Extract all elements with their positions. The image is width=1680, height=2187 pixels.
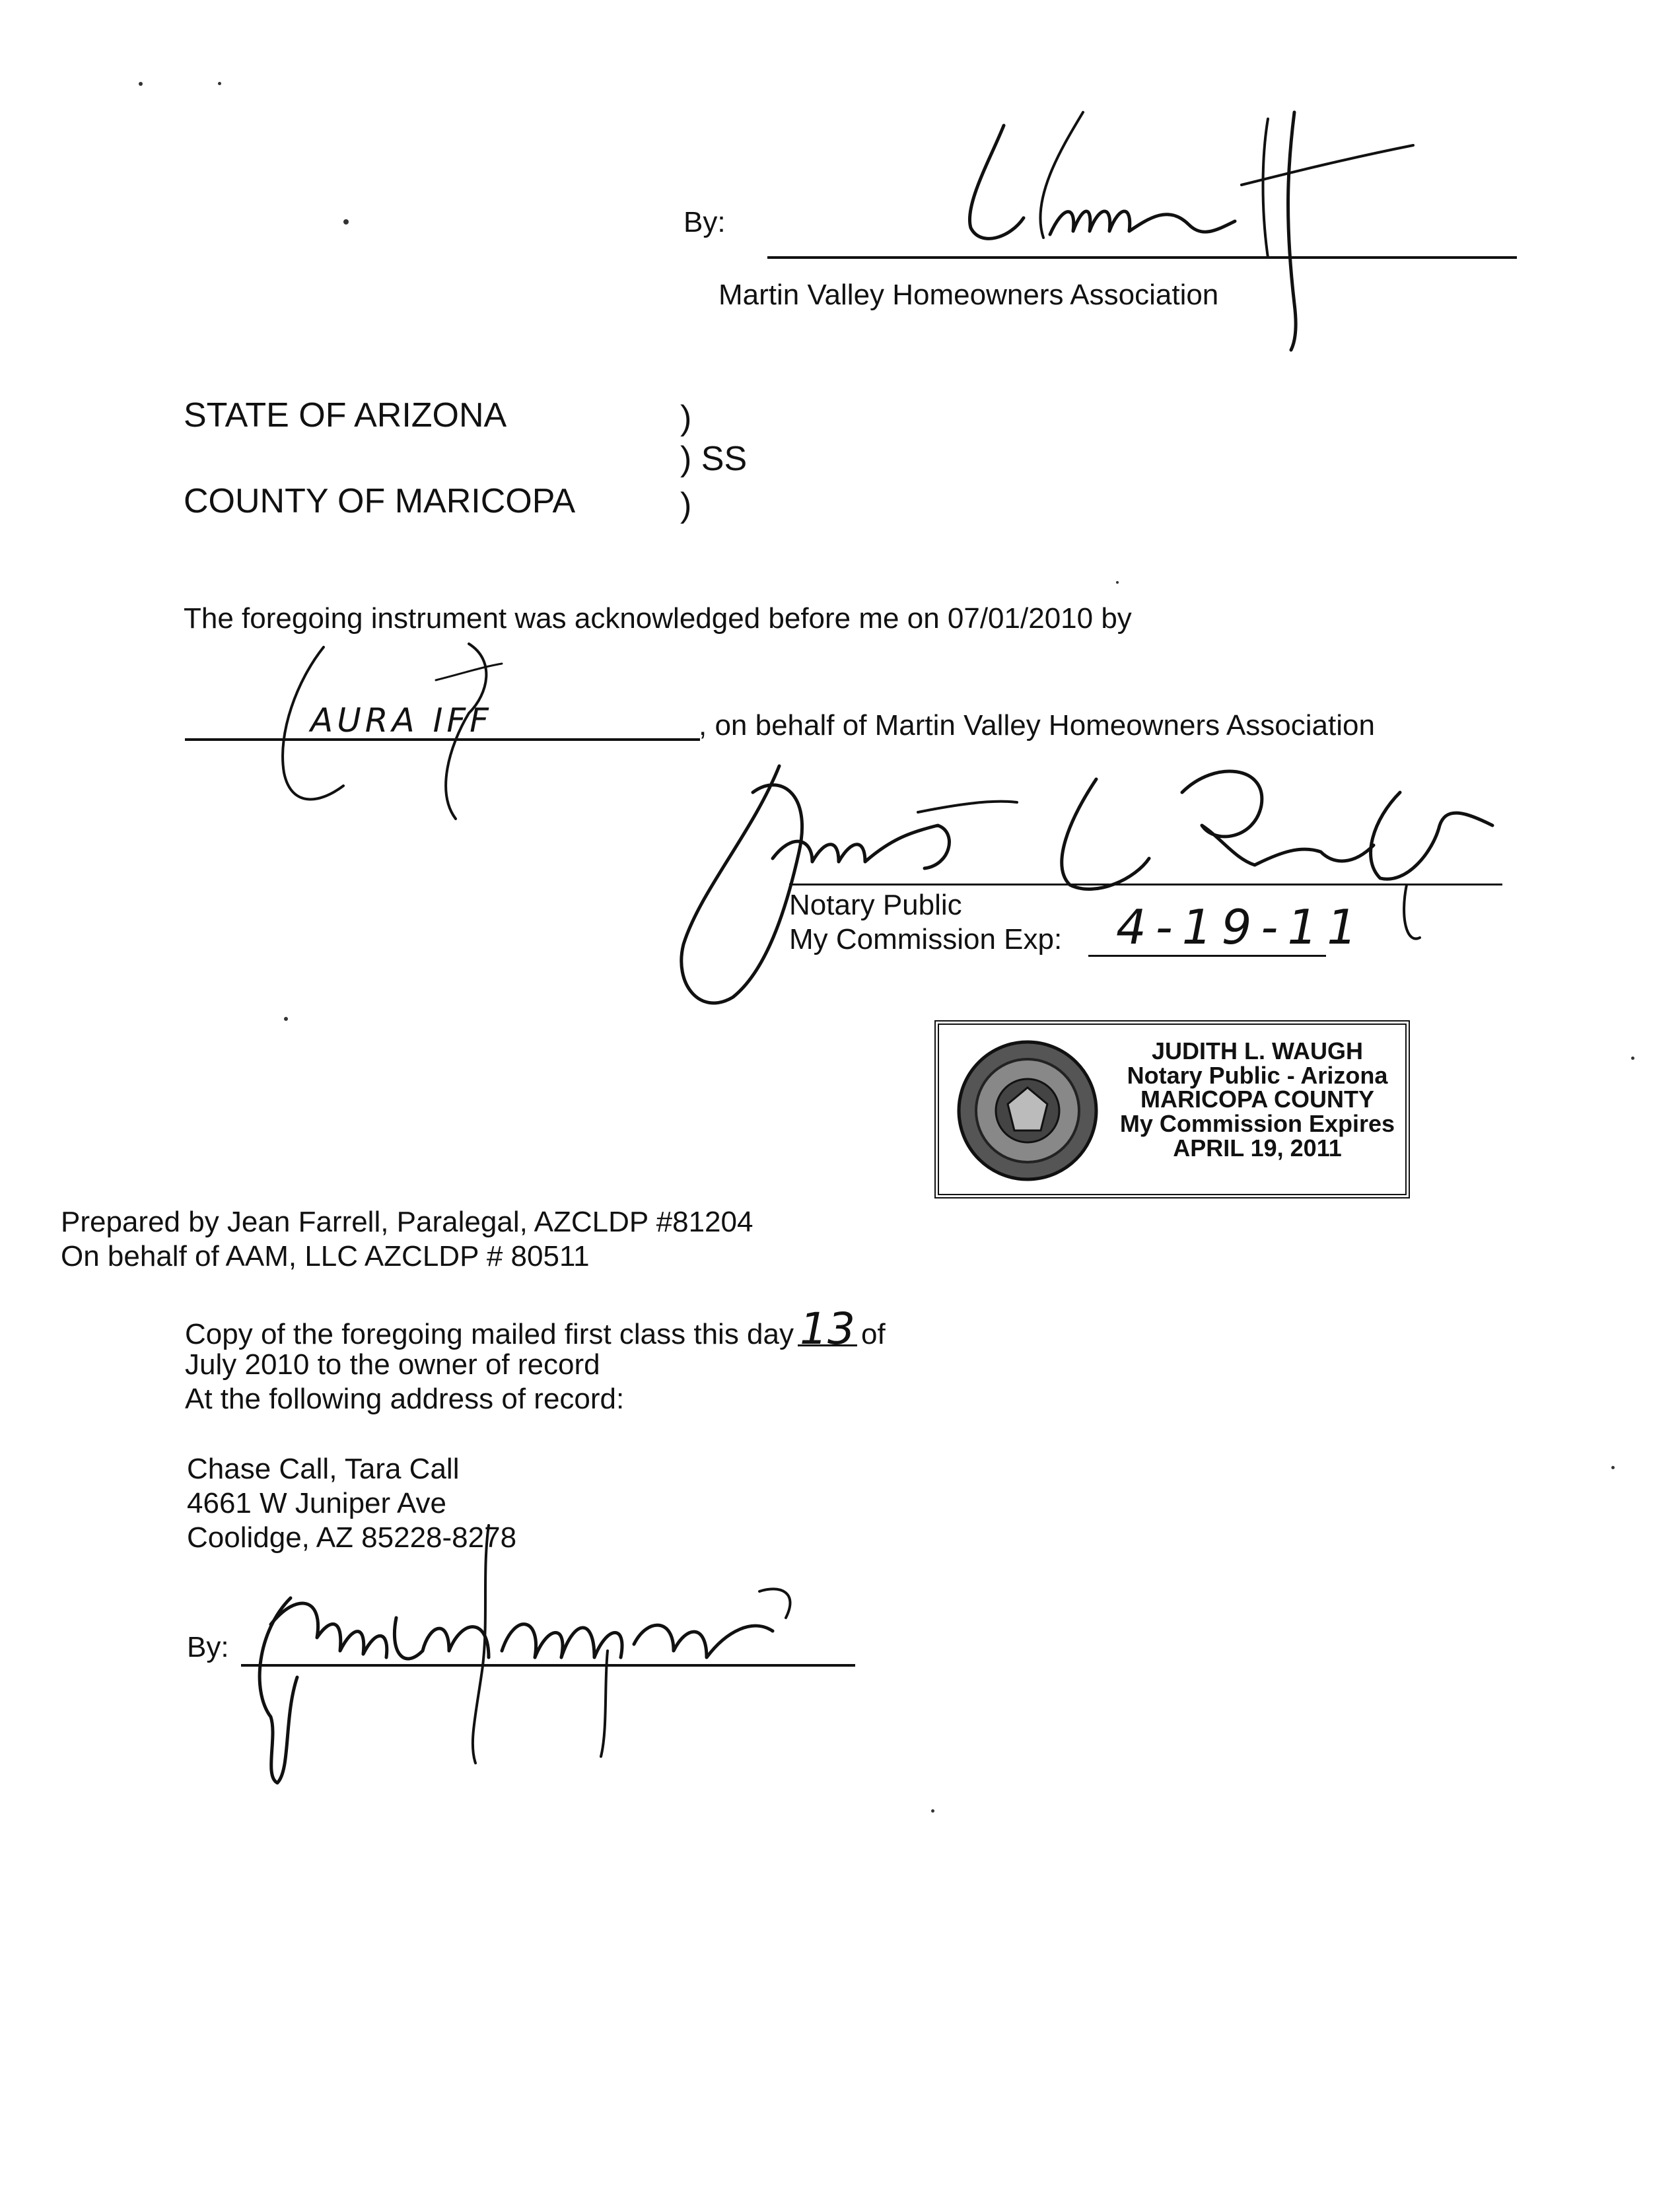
mailing-line-3: At the following address of record: <box>185 1383 625 1415</box>
scan-speck <box>1611 1466 1615 1469</box>
acknowledgment-statement: The foregoing instrument was acknowledged before me on 07/01/2010 by <box>184 602 1132 635</box>
scan-speck <box>343 219 349 225</box>
scan-speck <box>218 82 221 85</box>
address-street: 4661 W Juniper Ave <box>187 1487 446 1519</box>
venue-paren-top: ) <box>680 399 692 437</box>
mailing-line-2: July 2010 to the owner of record <box>185 1348 600 1381</box>
stamp-expires-label: My Commission Expires <box>1119 1110 1395 1138</box>
commission-exp-label: My Commission Exp: <box>789 923 1063 955</box>
venue-state: STATE OF ARIZONA <box>184 396 507 434</box>
notary-stamp <box>934 1020 1410 1198</box>
venue-paren-bottom: ) <box>680 486 692 524</box>
association-name-top: Martin Valley Homeowners Association <box>718 279 1219 311</box>
prepared-by-line-2: On behalf of AAM, LLC AZCLDP # 80511 <box>61 1240 590 1272</box>
scan-speck <box>139 82 143 86</box>
mailing-line-1 <box>185 1303 886 1354</box>
stamp-text <box>1112 1039 1403 1161</box>
notary-signature-line <box>789 884 1502 885</box>
notary-public-label: Notary Public <box>789 889 962 921</box>
stamp-notary-name: JUDITH L. WAUGH <box>1152 1037 1363 1064</box>
stamp-notary-title: Notary Public - Arizona <box>1127 1061 1388 1089</box>
handwritten-signature-association <box>951 106 1426 357</box>
venue-ss: ) SS <box>680 440 748 478</box>
on-behalf-text: , on behalf of Martin Valley Homeowners Association <box>699 709 1375 742</box>
scan-speck <box>931 1809 934 1813</box>
scan-speck <box>1116 581 1119 584</box>
address-city-state-zip: Coolidge, AZ 85228-8278 <box>187 1521 517 1554</box>
stamp-county: MARICOPA COUNTY <box>1140 1086 1374 1113</box>
mailing-day-handwritten: 13 <box>798 1314 857 1346</box>
signer-name-handwritten: AURA IFF <box>310 701 493 740</box>
venue-county: COUNTY OF MARICOPA <box>184 482 576 520</box>
by-label-bottom: By: <box>187 1631 229 1663</box>
mailing-line-1-of: of <box>861 1318 886 1350</box>
state-seal-icon <box>955 1038 1100 1183</box>
by-label-top: By: <box>683 206 726 238</box>
commission-date-handwritten: 4-19-11 <box>1116 899 1367 955</box>
address-names: Chase Call, Tara Call <box>187 1453 460 1485</box>
handwritten-signature-mailer <box>251 1519 832 1796</box>
commission-date-line <box>1088 955 1326 957</box>
mailing-line-1-text: Copy of the foregoing mailed first class this day <box>185 1318 794 1350</box>
scan-speck <box>1631 1057 1634 1060</box>
scan-speck <box>284 1017 288 1021</box>
stamp-expires-date: APRIL 19, 2011 <box>1173 1134 1342 1162</box>
prepared-by-line-1: Prepared by Jean Farrell, Paralegal, AZCLDP #81204 <box>61 1206 753 1238</box>
